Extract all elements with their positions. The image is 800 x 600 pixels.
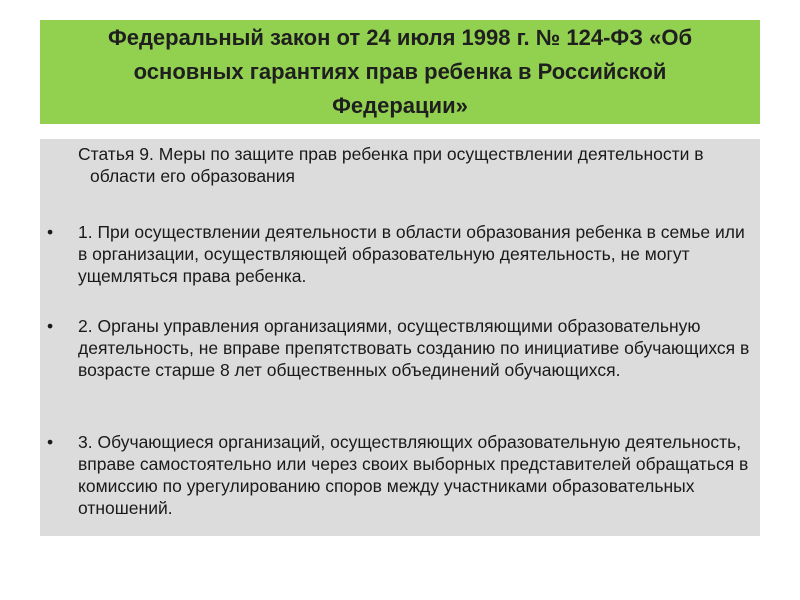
bullet-icon: • (47, 432, 54, 452)
slide-title: Федеральный закон от 24 июля 1998 г. № 124-ФЗ «Об основных гарантиях прав ребенка в Российской Федерации» (107, 25, 693, 118)
list-item-text: 2. Органы управления организациями, осуществляющими образовательную деятельность, не вправе препятствовать созданию по инициативе обучающихся в возрасте старше 8 лет общественных объединений обучающихся. (78, 316, 750, 380)
content-panel (40, 139, 760, 536)
list-item-text: 3. Обучающиеся организаций, осуществляющих образовательную деятельность, вправе самостоятельно или через своих выборных представителей обращаться в комиссию по урегулированию споров между участниками образовательных отношений. (78, 432, 749, 518)
article-heading: Статья 9. Меры по защите прав ребенка при осуществлении деятельности в области его образования (78, 144, 704, 186)
bullet-icon: • (47, 222, 54, 242)
bullet-icon: • (47, 316, 54, 336)
title-banner (40, 20, 760, 124)
list-item-text: 1. При осуществлении деятельности в области образования ребенка в семье или в организации, осуществляющей образовательную деятельность, не могут ущемляться права ребенка. (78, 222, 745, 286)
